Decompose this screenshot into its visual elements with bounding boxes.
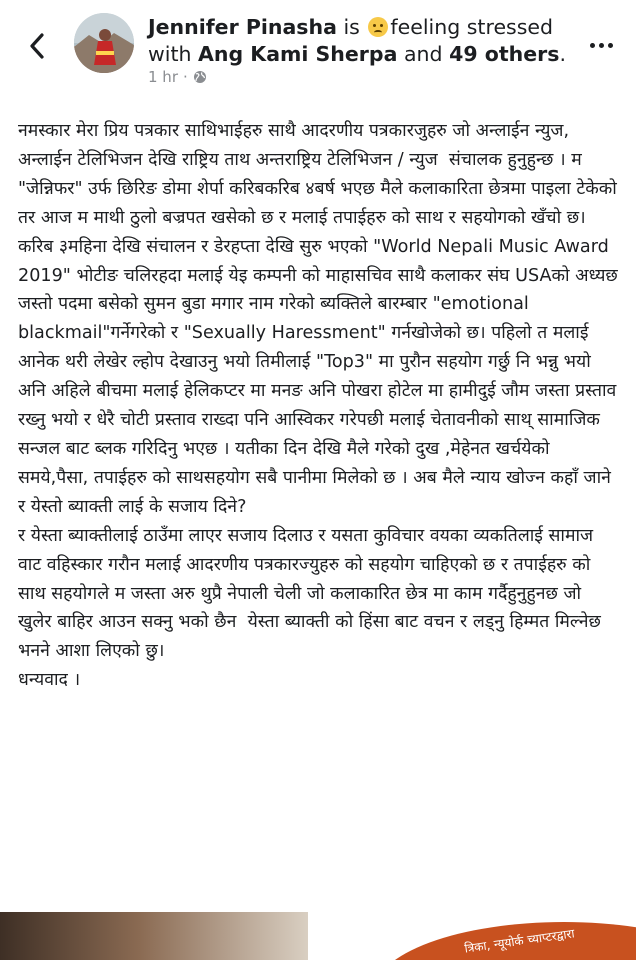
banner-thumbnail[interactable]	[314, 912, 636, 960]
post-paragraph: र येस्ता ब्याक्तीलाई ठाउँमा लाएर सजाय दिलाउ र यसता कुविचार वयका व्यकतिलाई सामाज वाट वहिस्कार गरौन मलाई आदरणीय पत्रकारज्युहरु को सहयोग चाहिएको छ र तपाईहरु को साथ सहयोगले म जस्ता अरु थुप्रै नेपाली चेली जो कलाकारित छेत्र मा काम गर्दैहुनुहुनछ जो खुलेर बाहिर आउन सक्नु भको छैन येस्ता ब्याक्ती को हिंसा बाट वचन र लड्नु हिम्मत मिल्नेछ भनने आशा लिएको छु।	[18, 525, 607, 662]
avatar-image	[74, 13, 134, 73]
more-dot	[608, 43, 613, 48]
tagged-others[interactable]: 49 others	[449, 42, 560, 66]
post-media	[0, 912, 636, 960]
stressed-emoji-icon	[368, 17, 388, 37]
and-text: and	[403, 42, 443, 66]
photo-thumbnail[interactable]	[0, 912, 308, 960]
author-name[interactable]: Jennifer Pinasha	[148, 15, 337, 39]
more-dot	[599, 43, 604, 48]
post-header	[0, 0, 636, 100]
header-period: .	[559, 42, 566, 66]
avatar[interactable]	[74, 13, 134, 73]
post-body	[18, 117, 628, 695]
post-paragraph: धन्यवाद ।	[18, 670, 81, 691]
globe-icon[interactable]	[193, 70, 207, 84]
feeling-text: feeling stressed	[390, 15, 554, 39]
post-header-text	[148, 14, 568, 68]
banner-text: त्रिका, न्यूयोर्क च्याप्टरद्वारा	[463, 926, 576, 956]
tagged-person[interactable]: Ang Kami Sherpa	[198, 42, 398, 66]
back-button[interactable]	[22, 28, 52, 64]
post-paragraph: नमस्कार मेरा प्रिय पत्रकार साथिभाईहरु साथै आदरणीय पत्रकारजुहरु जो अन्लाईन न्युज, अन्लाईन टेलिभिजन देखि राष्ट्रिय ताथ अन्तराष्ट्रिय टेलिभिजन / न्युज संचालक हुनुहुन्छ । म "जेन्निफर" उर्फ छिरिङ डोमा शेर्पा करिबकरिब ४बर्ष भएछ मैले कलाकारिता छेत्रमा पाइला टेकेको तर आज म माथी ठुलो बज्रपत खसेको छ र मलाई तपाईहरु को साथ र सहयोगको खँचो छ। करिब ३महिना देखि संचालन र डेरहप्ता देखि सुरु भएको "World Nepali Music Award 2019" भोटीङ चलिरहदा मलाई येइ कम्पनी को माहासचिव साथै कलाकर संघ USAको अध्यछ जस्तो पदमा बसेको सुमन बुडा मगार नाम गरेको ब्यक्तिले बारम्बार "emotional blackmail"गर्नेगरेको र "Sexually Haressment" गर्नखोजेको छ। पहिलो त मलाई आनेक थरी लेखेर ल्होप देखाउनु भयो तिमीलाई "Top3" मा पुरौन सहयोग गर्छु नि भन्नु भयो अनि अहिले बीचमा मलाई हेलिकप्टर मा मनङ अनि पोखरा होटेल मा हामीदुई जौम जस्ता प्रस्ताव रख्नु भयो र धेरै चोटी प्रस्ताव राख्दा पनि आस्विकर गरेपछी मलाई चेतावनीको साथ् सामाजिक सन्जल बाट ब्लक गरिदिनु भएछ । यतीका दिन देखि मैले गरेको दुख ,मेहेनत खर्चयेको समये,पैसा, तपाईहरु को साथसहयोग सबै पानीमा मिलेको छ । अब मैले न्याय खोज्न कहाँ जाने र येस्तो ब्याक्ती लाई के सजाय दिने?	[18, 121, 628, 517]
chevron-left-icon	[29, 33, 45, 59]
post-meta	[148, 68, 207, 86]
post-time[interactable]: 1 hr	[148, 68, 178, 86]
more-options-button[interactable]	[586, 38, 616, 52]
more-dot	[590, 43, 595, 48]
meta-separator: ·	[183, 68, 188, 86]
is-text: is	[343, 15, 360, 39]
with-text: with	[148, 42, 192, 66]
